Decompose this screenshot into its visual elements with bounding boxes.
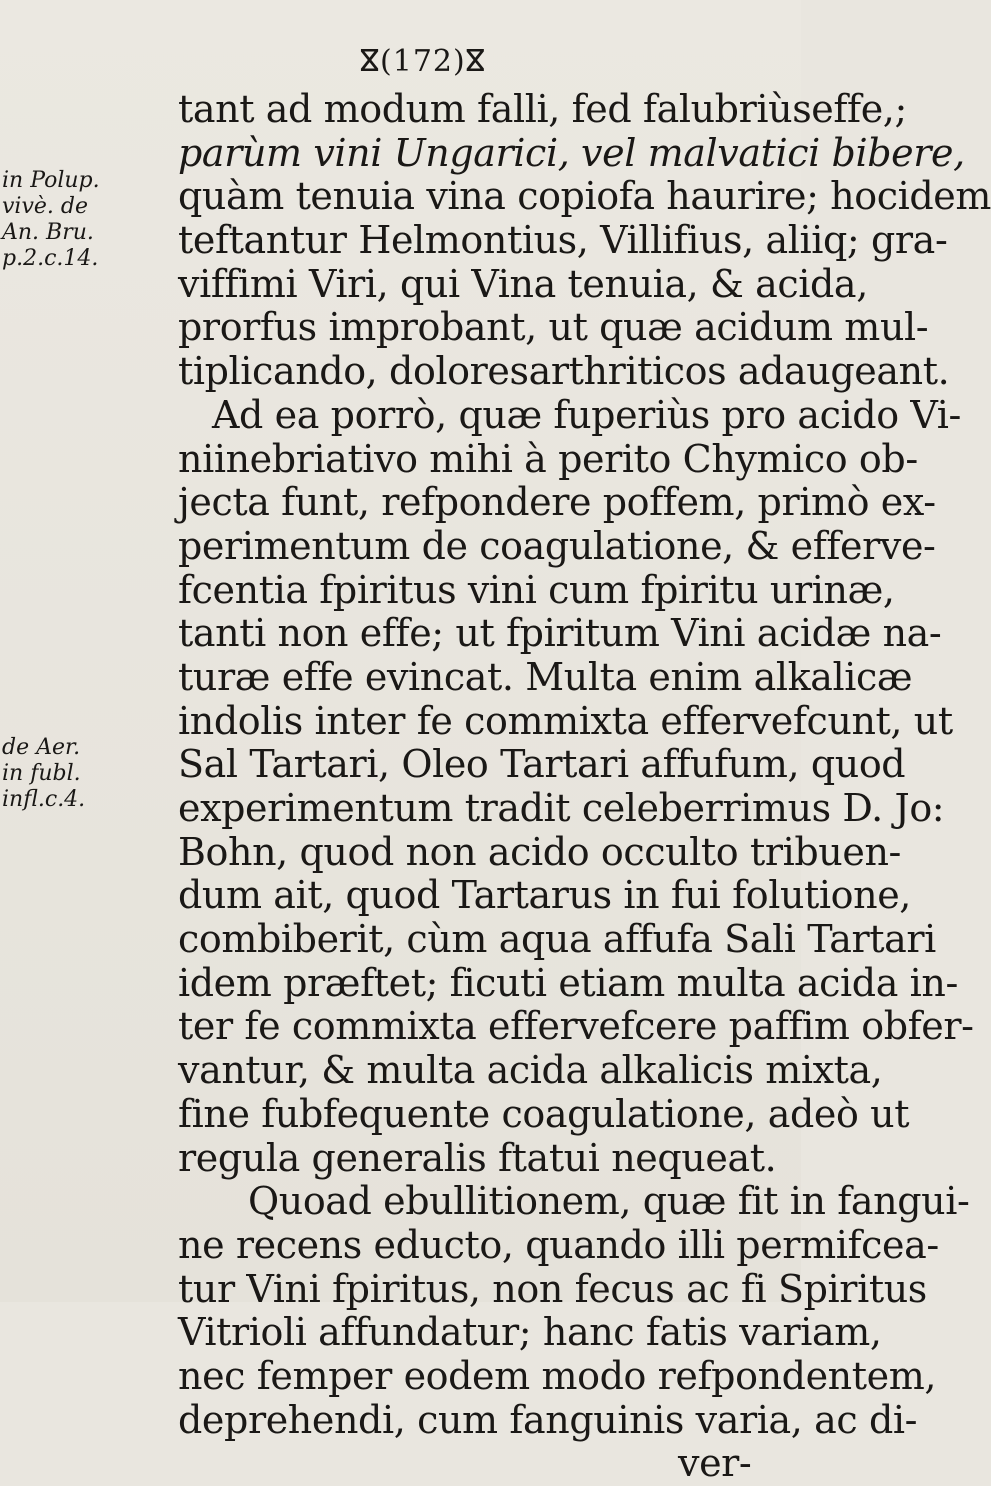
margin-note-line: vivè. de [2,194,89,219]
margin-note-2 [2,735,142,813]
text-line: fine fubfequente coagulatione, adeò ut [178,1091,910,1136]
text-line: indolis inter fe commixta effervefcunt, ut [178,698,953,743]
margin-note-line: de Aer. [2,735,81,760]
catchword: ver- [678,1441,752,1486]
margin-note-line: infl.c.4. [2,787,86,812]
text-line: combiberit, cùm aqua affufa Sali Tartari [178,917,936,962]
text-line: dum ait, quod Tartarus in fui folutione, [178,873,911,918]
text-line: Vitrioli affundatur; hanc fatis variam, [178,1310,882,1355]
text-line: tant ad modum falli, fed falubriùseffe,; [178,87,907,131]
text-line: vantur, & multa acida alkalicis mixta, [178,1048,883,1093]
text-line: jecta funt, refpondere poffem, primò ex- [178,480,936,525]
body-text [178,87,991,1486]
margin-note-line: in Polup. [2,168,100,193]
margin-note-line: in fubl. [2,761,81,786]
text-line: tanti non effe; ut fpiritum Vini acidæ na- [178,611,942,656]
text-line: ter fe commixta effervefcere paffim obfer- [178,1004,974,1049]
margin-note-line: An. Bru. [2,220,94,245]
text-line: perimentum de coagulatione, & efferve- [178,523,936,568]
text-line: fcentia fpiritus vini cum fpiritu urinæ, [178,567,895,612]
text-line: turæ effe evincat. Multa enim alkalicæ [178,654,913,699]
text-line: prorfus improbant, ut quæ acidum mul- [178,305,929,350]
text-line: nec femper eodem modo refpondentem, [178,1353,937,1398]
text-line: tiplicando, doloresarthriticos adaugeant. [178,349,950,394]
text-line: niinebriativo mihi à perito Chymico ob- [178,436,918,481]
text-line: Quoad ebullitionem, quæ fit in fangui- [248,1179,970,1224]
text-line: deprehendi, cum fanguinis varia, ac di- [178,1397,918,1442]
text-line: ne recens educto, quando illi permifcea- [178,1222,939,1267]
text-line: regula generalis ftatui nequeat. [178,1135,777,1180]
page-number-header: ⴵ(172)ⴵ [360,44,486,79]
text-line: tur Vini fpiritus, non fecus ac fi Spiritus [178,1266,927,1311]
text-line: quàm tenuia vina copiofa haurire; hocidem [178,174,991,219]
text-line: parùm vini Ungarici, vel malvatici bibere, [178,130,965,175]
text-line: experimentum tradit celeberrimus D. Jo: [178,786,945,830]
text-line: viffimi Viri, qui Vina tenuia, & acida, [178,261,868,306]
text-line: Ad ea porrò, quæ fuperiùs pro acido Vi- [212,392,961,437]
margin-note-line: p.2.c.14. [2,246,99,271]
margin-note-1 [2,168,142,272]
text-line: idem præftet; ficuti etiam multa acida in- [178,960,958,1005]
text-line: teftantur Helmontius, Villifius, aliiq; gra- [178,218,948,263]
text-line: Bohn, quod non acido occulto tribuen- [178,829,901,874]
text-line: Sal Tartari, Oleo Tartari affufum, quod [178,742,906,787]
